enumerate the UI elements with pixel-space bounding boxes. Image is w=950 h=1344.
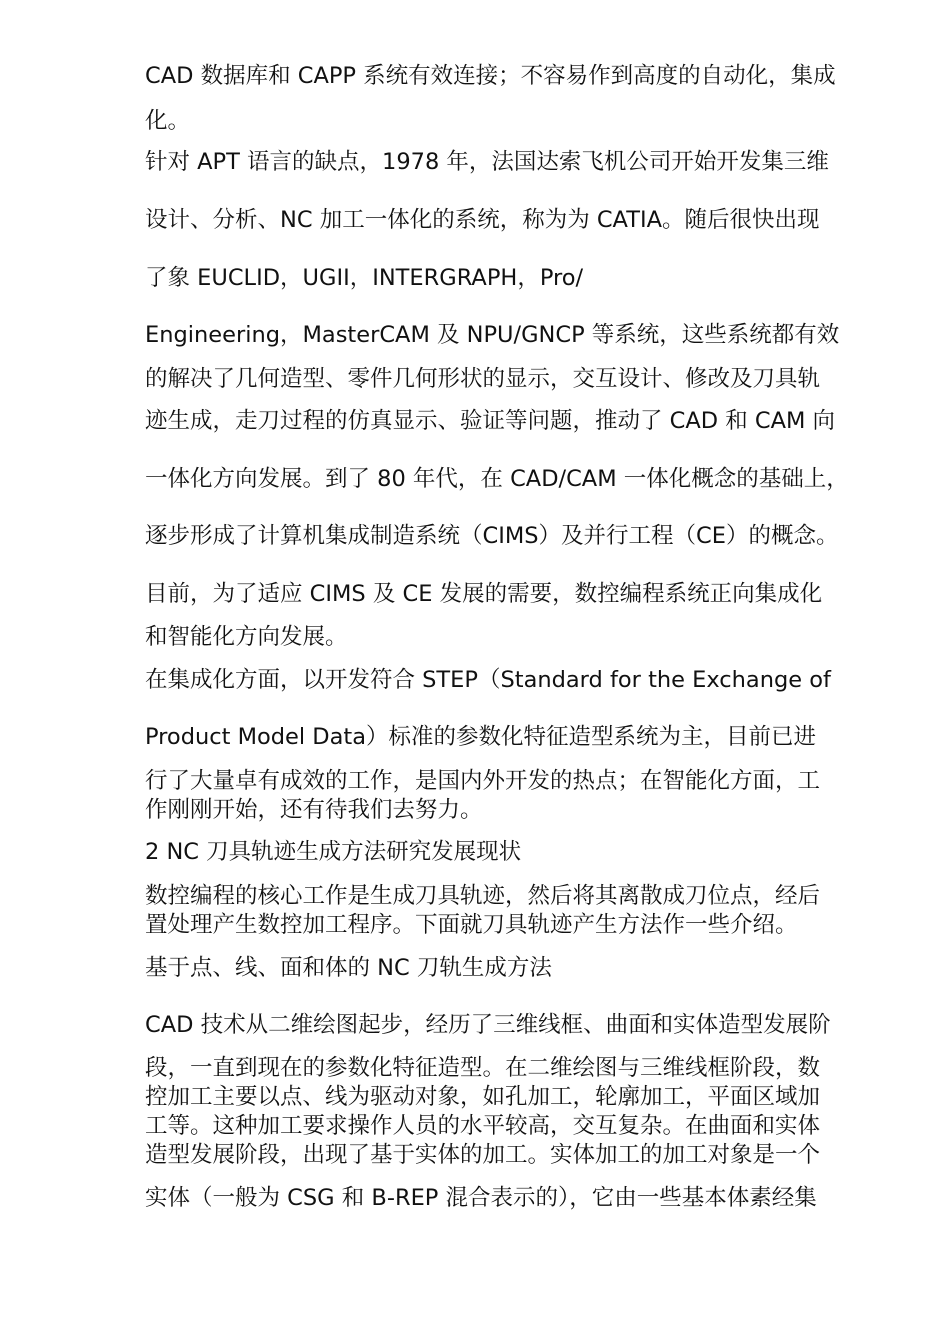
text-line: 控加工主要以点、线为驱动对象，如孔加工，轮廓加工，平面区域加 [145,1084,821,1110]
text-line: 作刚刚开始，还有待我们去努力。 [145,797,483,823]
text-line: 的解决了几何造型、零件几何形状的显示，交互设计、修改及刀具轨 [145,366,821,392]
text-line: CAD 数据库和 CAPP 系统有效连接；不容易作到高度的自动化，集成 [145,63,836,89]
text-line: 了象 EUCLID，UGII，INTERGRAPH，Pro/ [145,265,584,291]
text-line: 实体（一般为 CSG 和 B-REP 混合表示的），它由一些基本体素经集 [145,1185,817,1211]
text-line: Product Model Data）标准的参数化特征造型系统为主，目前已进 [145,724,817,750]
text-line: Engineering，MasterCAM 及 NPU/GNCP 等系统，这些系统都有效 [145,322,840,348]
text-line: 逐步形成了计算机集成制造系统（CIMS）及并行工程（CE）的概念。 [145,523,839,549]
text-line: 迹生成，走刀过程的仿真显示、验证等问题，推动了 CAD 和 CAM 向 [145,408,836,434]
text-line: 段，一直到现在的参数化特征造型。在二维绘图与三维线框阶段，数 [145,1055,821,1081]
text-line: 数控编程的核心工作是生成刀具轨迹，然后将其离散成刀位点，经后 [145,883,821,909]
text-line: 工等。这种加工要求操作人员的水平较高，交互复杂。在曲面和实体 [145,1113,821,1139]
section-heading: 2 NC 刀具轨迹生成方法研究发展现状 [145,839,522,865]
text-line: 在集成化方面，以开发符合 STEP（Standard for the Exchange of [145,667,831,693]
text-line: 设计、分析、NC 加工一体化的系统，称为为 CATIA。随后很快出现 [145,207,820,233]
text-line: 置处理产生数控加工程序。下面就刀具轨迹产生方法作一些介绍。 [145,912,798,938]
subsection-heading: 基于点、线、面和体的 NC 刀轨生成方法 [145,955,552,981]
text-line: 化。 [145,108,191,134]
text-line: 行了大量卓有成效的工作，是国内外开发的热点；在智能化方面，工 [145,768,821,794]
text-line: 一体化方向发展。到了 80 年代，在 CAD/CAM 一体化概念的基础上， [145,466,849,492]
text-line: 造型发展阶段，出现了基于实体的加工。实体加工的加工对象是一个 [145,1142,821,1168]
text-line: CAD 技术从二维绘图起步，经历了三维线框、曲面和实体造型发展阶 [145,1012,831,1038]
text-line: 目前，为了适应 CIMS 及 CE 发展的需要，数控编程系统正向集成化 [145,581,823,607]
text-line: 和智能化方向发展。 [145,624,348,650]
text-line: 针对 APT 语言的缺点，1978 年，法国达索飞机公司开始开发集三维 [145,149,829,175]
